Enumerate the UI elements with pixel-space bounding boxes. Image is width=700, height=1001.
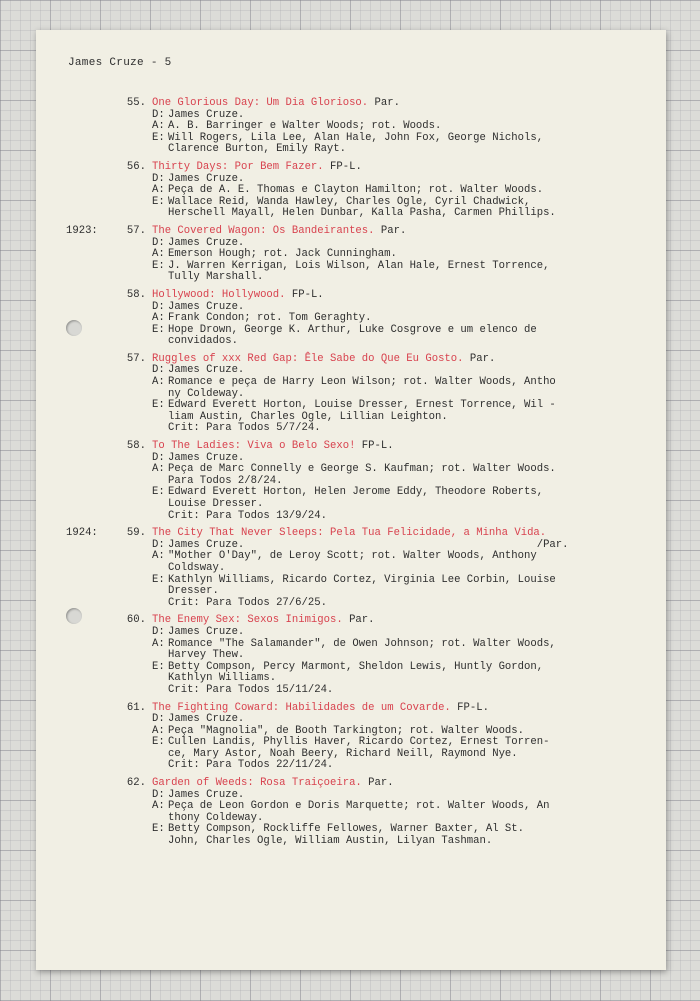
studio-label: FP-L. [285, 288, 324, 301]
film-title: To The Ladies: Viva o Belo Sexo! [152, 440, 356, 453]
credit-text: Crit: Para Todos 27/6/25. [168, 596, 327, 609]
credit-text: Will Rogers, Lila Lee, Alan Hale, John Fox, George Nichols, [168, 131, 544, 144]
film-title: Hollywood: Hollywood. [152, 288, 286, 301]
film-entry [66, 290, 656, 348]
credit-tag: A: [152, 184, 165, 197]
credit-tag: D: [152, 300, 165, 313]
credit-tag: A: [152, 637, 165, 650]
film-title: Garden of Weeds: Rosa Traiçoeira. [152, 777, 362, 790]
credit-text: James Cruze. [168, 451, 245, 464]
credit-text: James Cruze. [168, 300, 245, 313]
credit-line [152, 836, 656, 848]
film-entry [66, 528, 656, 609]
entry-number: 56. [126, 160, 146, 173]
credit-text: James Cruze. [168, 108, 245, 121]
credit-tag: A: [152, 248, 165, 261]
entry-year: 1924: [66, 527, 98, 540]
film-title: Ruggles of xxx Red Gap: Êle Sabe do Que Eu Gosto. [152, 352, 464, 365]
film-title: One Glorious Day: Um Dia Glorioso. [152, 97, 369, 109]
credit-text: Herschell Mayall, Helen Dunbar, Kalla Pasha, Carmen Phillips. [168, 207, 556, 220]
credit-text: Peça de Marc Connelly e George S. Kaufman; rot. Walter Woods. [168, 463, 556, 476]
film-title: Thirty Days: Por Bem Fazer. [152, 160, 324, 173]
credit-tag: A: [152, 376, 165, 389]
film-title: The City That Never Sleeps: Pela Tua Felicidade, a Minha Vida. [152, 527, 547, 540]
studio-label: FP-L. [323, 160, 362, 173]
credit-tag: A: [152, 724, 165, 737]
credit-text: John, Charles Ogle, William Austin, Lilyan Tashman. [168, 835, 493, 848]
filmography-list [66, 98, 656, 854]
credit-text: Betty Compson, Rockliffe Fellowes, Warner Baxter, Al St. [168, 823, 525, 836]
entry-number: 58. [126, 288, 146, 301]
credit-text: Kathlyn Williams. [168, 672, 277, 685]
studio-label: Par. [342, 614, 375, 627]
credit-text: Hope Drown, George K. Arthur, Luke Cosgrove e um elenco de [168, 323, 537, 336]
credit-text: ny Coldeway. [168, 387, 245, 400]
entry-number: 57. [126, 352, 146, 365]
credit-text: Harvey Thew. [168, 649, 245, 662]
credit-text: J. Warren Kerrigan, Lois Wilson, Alan Hale, Ernest Torrence, [168, 259, 550, 272]
credit-tag: E: [152, 660, 165, 673]
credit-text: thony Coldeway. [168, 811, 264, 824]
studio-label: Par. [374, 224, 407, 237]
credit-tag: E: [152, 195, 165, 208]
page-header: James Cruze - 5 [68, 57, 172, 69]
credit-text: liam Austin, Charles Ogle, Lillian Leighton. [168, 410, 448, 423]
studio-label: Par. [368, 97, 400, 109]
film-entry [66, 778, 656, 848]
credit-text: A. B. Barringer e Walter Woods; rot. Woods. [168, 120, 442, 133]
credit-line [152, 685, 656, 697]
credit-text: Clarence Burton, Emily Rayt. [168, 143, 347, 156]
film-entry [66, 441, 656, 522]
credit-text: Peça "Magnolia", de Booth Tarkington; rot. Walter Woods. [168, 724, 525, 737]
credit-tag: E: [152, 486, 165, 499]
entry-number: 58. [126, 440, 146, 453]
credit-tag: E: [152, 131, 165, 144]
credit-tag: D: [152, 172, 165, 185]
film-entry [66, 162, 656, 220]
credit-tag: D: [152, 451, 165, 464]
credit-tag: D: [152, 236, 165, 249]
typewritten-page [36, 30, 666, 970]
credit-text: Crit: Para Todos 22/11/24. [168, 759, 334, 772]
credit-tag: D: [152, 625, 165, 638]
credit-line [152, 272, 656, 284]
credit-text: James Cruze. [168, 625, 245, 638]
credit-tag: A: [152, 120, 165, 133]
film-entry [66, 98, 656, 156]
credit-tag: E: [152, 399, 165, 412]
credit-text: James Cruze. [168, 713, 245, 726]
credit-tag: D: [152, 108, 165, 121]
credit-tag: A: [152, 550, 165, 563]
film-entry [66, 226, 656, 284]
credit-text: James Cruze. [168, 788, 245, 801]
credit-line [152, 598, 656, 610]
credit-line [152, 575, 656, 587]
entry-number: 59. [126, 527, 146, 540]
credit-text: Emerson Hough; rot. Jack Cunningham. [168, 248, 397, 261]
credit-text: Louise Dresser. [168, 498, 264, 510]
credit-tag: E: [152, 323, 165, 336]
credit-line [152, 551, 656, 563]
credit-text: Kathlyn Williams, Ricardo Cortez, Virginia Lee Corbin, Louise [168, 573, 556, 586]
studio-label: Par. [463, 352, 496, 365]
credit-text: James Cruze. [168, 172, 245, 185]
film-entry [66, 703, 656, 773]
credit-text: Edward Everett Horton, Louise Dresser, Ernest Torrence, Wil - [168, 399, 556, 412]
film-title: The Fighting Coward: Habilidades de um Covarde. [152, 701, 451, 714]
credit-text: James Cruze. [168, 236, 245, 249]
credit-text: Peça de A. E. Thomas e Clayton Hamilton; rot. Walter Woods. [168, 184, 544, 197]
credit-tag: D: [152, 713, 165, 726]
film-entry [66, 615, 656, 696]
credit-text: Dresser. [168, 585, 219, 598]
studio-label: FP-L. [355, 440, 394, 453]
credit-text: Wallace Reid, Wanda Hawley, Charles Ogle, Cyril Chadwick, [168, 195, 531, 208]
entry-number: 55. [126, 97, 146, 109]
credit-line [152, 336, 656, 348]
credit-text: James Cruze. /Par. [168, 538, 569, 551]
credit-tag: A: [152, 800, 165, 813]
entry-number: 57. [126, 224, 146, 237]
studio-label: FP-L. [450, 701, 489, 714]
credit-text: Frank Condon; rot. Tom Geraghty. [168, 312, 372, 325]
credit-text: Peça de Leon Gordon e Doris Marquette; rot. Walter Woods, An [168, 800, 550, 813]
credit-text: Cullen Landis, Phyllis Haver, Ricardo Cortez, Ernest Torren- [168, 736, 550, 749]
credit-text: Crit: Para Todos 5/7/24. [168, 422, 321, 435]
credit-text: James Cruze. [168, 364, 245, 377]
entry-number: 60. [126, 614, 146, 627]
credit-tag: A: [152, 463, 165, 476]
credit-text: Romance "The Salamander", de Owen Johnson; rot. Walter Woods, [168, 637, 556, 650]
credit-line [152, 511, 656, 523]
credit-text: Coldsway. [168, 561, 226, 574]
credit-line [152, 144, 656, 156]
credit-text: Romance e peça de Harry Leon Wilson; rot. Walter Woods, Antho [168, 376, 556, 389]
credit-text: "Mother O'Day", de Leroy Scott; rot. Walter Woods, Anthony [168, 550, 537, 563]
credit-tag: E: [152, 736, 165, 749]
credit-tag: E: [152, 259, 165, 272]
credit-tag: E: [152, 573, 165, 586]
film-title: The Enemy Sex: Sexos Inimigos. [152, 614, 343, 627]
film-title: The Covered Wagon: Os Bandeirantes. [152, 224, 375, 237]
credit-text: Betty Compson, Percy Marmont, Sheldon Lewis, Huntly Gordon, [168, 660, 544, 673]
credit-text: Para Todos 2/8/24. [168, 474, 283, 487]
credit-text: ce, Mary Astor, Noah Beery, Richard Neill, Raymond Nye. [168, 747, 518, 760]
credit-tag: E: [152, 823, 165, 836]
entry-year: 1923: [66, 224, 98, 237]
credit-text: Edward Everett Horton, Helen Jerome Eddy, Theodore Roberts, [168, 486, 544, 499]
credit-line [152, 423, 656, 435]
studio-label: Par. [361, 777, 394, 790]
credit-line [152, 760, 656, 772]
credit-text: Crit: Para Todos 15/11/24. [168, 683, 334, 696]
film-entry [66, 354, 656, 435]
credit-text: Crit: Para Todos 13/9/24. [168, 509, 327, 522]
credit-tag: D: [152, 538, 165, 551]
entry-number: 61. [126, 701, 146, 714]
credit-tag: A: [152, 312, 165, 325]
credit-text: convidados. [168, 335, 238, 348]
entry-number: 62. [126, 777, 146, 790]
credit-tag: D: [152, 364, 165, 377]
credit-text: Tully Marshall. [168, 271, 264, 284]
credit-line [152, 208, 656, 220]
credit-tag: D: [152, 788, 165, 801]
